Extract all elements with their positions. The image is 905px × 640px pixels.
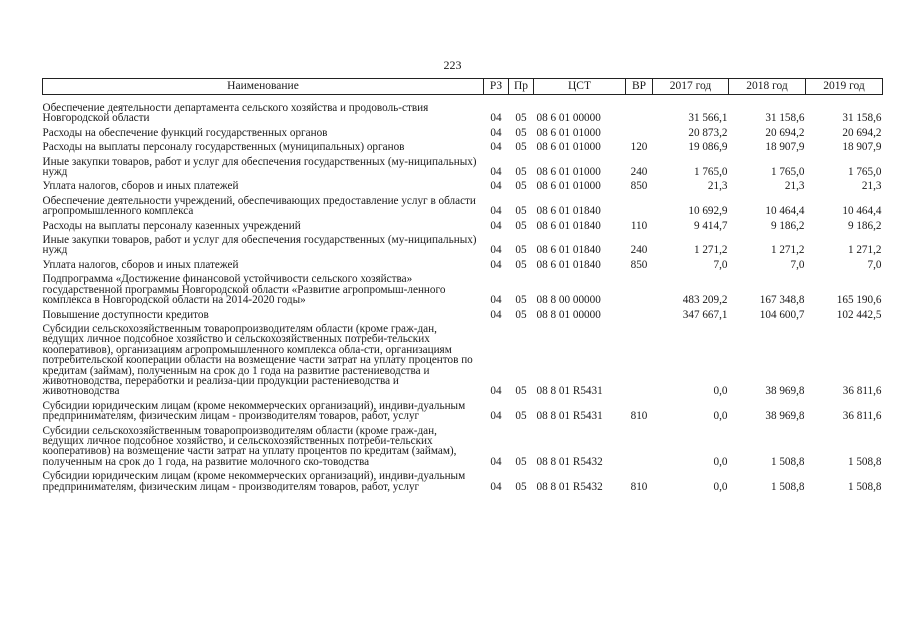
row-name: Расходы на обеспечение функций государственных органов <box>42 126 328 139</box>
row-2018: 1 508,8 <box>770 480 805 493</box>
table-row <box>43 398 883 423</box>
table-row <box>43 95 883 125</box>
row-2017: 10 692,9 <box>688 205 728 218</box>
row-name: Расходы на выплаты персоналу казенных учреждений <box>42 219 301 232</box>
row-name: Обеспечение деятельности департамента сельского хозяйства и продоволь-ствия Новгородской области <box>42 102 429 125</box>
row-name: Субсидии юридическим лицам (кроме некоммерческих организаций), индиви-дуальным предпринимателям, физическим лицам - производителям товаров, работ, услуг <box>42 470 466 493</box>
row-tsst: 08 6 01 01840 <box>536 219 601 232</box>
row-2019: 18 907,9 <box>842 141 882 154</box>
row-rz: 04 <box>490 126 502 139</box>
row-2017: 0,0 <box>713 410 728 423</box>
row-vr: 120 <box>630 141 648 154</box>
budget-table <box>42 78 883 493</box>
row-pr: 05 <box>515 294 527 307</box>
row-2019: 21,3 <box>861 180 882 193</box>
row-tsst: 08 6 01 01840 <box>536 244 601 257</box>
row-tsst: 08 6 01 01000 <box>536 141 601 154</box>
row-pr: 05 <box>515 126 527 139</box>
row-tsst: 08 6 01 01840 <box>536 205 601 218</box>
row-tsst: 08 8 01 R5431 <box>536 410 603 423</box>
row-rz: 04 <box>490 112 502 125</box>
row-2018: 38 969,8 <box>765 410 805 423</box>
row-rz: 04 <box>490 205 502 218</box>
row-tsst: 08 6 01 01000 <box>536 126 601 139</box>
row-vr: 240 <box>630 244 648 257</box>
header-2018: 2018 год <box>729 79 806 95</box>
row-2017: 9 414,7 <box>693 219 728 232</box>
row-vr <box>626 271 653 306</box>
row-pr: 05 <box>515 410 527 423</box>
row-tsst: 08 8 01 R5432 <box>536 480 603 493</box>
row-pr: 05 <box>515 480 527 493</box>
row-tsst: 08 8 01 00000 <box>536 308 601 321</box>
row-2018: 21,3 <box>784 180 805 193</box>
row-2019: 36 811,6 <box>842 410 882 423</box>
row-name: Уплата налогов, сборов и иных платежей <box>42 180 239 193</box>
row-2018: 38 969,8 <box>765 385 805 398</box>
row-pr: 05 <box>515 141 527 154</box>
row-vr: 850 <box>630 258 648 271</box>
row-vr: 810 <box>630 410 648 423</box>
row-2019: 102 442,5 <box>836 308 882 321</box>
row-2018: 1 271,2 <box>770 244 805 257</box>
row-2018: 1 765,0 <box>770 166 805 179</box>
row-rz: 04 <box>490 294 502 307</box>
row-name: Расходы на выплаты персоналу государственных (муниципальных) органов <box>42 141 405 154</box>
row-pr: 05 <box>515 205 527 218</box>
row-pr: 05 <box>515 112 527 125</box>
header-pr: Пр <box>509 79 534 95</box>
row-tsst: 08 8 01 R5431 <box>536 385 603 398</box>
row-2018: 7,0 <box>790 258 805 271</box>
row-vr <box>626 95 653 125</box>
row-tsst: 08 6 01 01840 <box>536 258 601 271</box>
row-rz: 04 <box>490 180 502 193</box>
table-row <box>43 154 883 179</box>
row-rz: 04 <box>490 219 502 232</box>
row-tsst: 08 6 01 01000 <box>536 166 601 179</box>
row-name: Субсидии юридическим лицам (кроме некоммерческих организаций), индиви-дуальным предпринимателям, физическим лицам - производителям товаров, работ, услуг <box>42 399 466 423</box>
row-2018: 9 186,2 <box>770 219 805 232</box>
row-2017: 0,0 <box>713 480 728 493</box>
row-pr: 05 <box>515 455 527 468</box>
table-row <box>43 321 883 398</box>
table-header <box>43 79 883 95</box>
row-2017: 7,0 <box>713 258 728 271</box>
table-row <box>43 193 883 218</box>
row-pr: 05 <box>515 258 527 271</box>
row-2019: 20 694,2 <box>842 126 882 139</box>
row-tsst: 08 8 01 R5432 <box>536 455 603 468</box>
row-2018: 167 348,8 <box>759 294 805 307</box>
row-rz: 04 <box>490 385 502 398</box>
header-rz: РЗ <box>484 79 509 95</box>
row-tsst: 08 8 00 00000 <box>536 294 601 307</box>
row-rz: 04 <box>490 308 502 321</box>
page-number: 223 <box>443 58 462 72</box>
row-2019: 165 190,6 <box>836 294 882 307</box>
row-pr: 05 <box>515 385 527 398</box>
row-2018: 1 508,8 <box>770 455 805 468</box>
row-pr: 05 <box>515 219 527 232</box>
row-name: Подпрограмма «Достижение финансовой устойчивости сельского хозяйства» государственной программы Новгородской области «Развитие агропромыш-ленного комплекса в Новгородской области на 2014-2020 годы» <box>42 273 446 307</box>
table-row <box>43 178 883 192</box>
row-name: Уплата налогов, сборов и иных платежей <box>42 258 239 271</box>
row-rz: 04 <box>490 166 502 179</box>
row-2019: 1 508,8 <box>847 455 882 468</box>
row-vr <box>626 423 653 469</box>
row-2019: 36 811,6 <box>842 385 882 398</box>
row-2017: 347 667,1 <box>682 308 728 321</box>
row-tsst: 08 6 01 01000 <box>536 180 601 193</box>
row-rz: 04 <box>490 455 502 468</box>
row-pr: 05 <box>515 244 527 257</box>
row-2018: 31 158,6 <box>765 112 805 125</box>
row-vr: 240 <box>630 166 648 179</box>
row-name: Повышение доступности кредитов <box>42 308 209 321</box>
row-vr: 110 <box>630 219 648 232</box>
row-name: Иные закупки товаров, работ и услуг для обеспечения государственных (му-ниципальных) нужд <box>42 234 477 257</box>
row-2017: 19 086,9 <box>688 141 728 154</box>
table-row <box>43 139 883 153</box>
row-2017: 483 209,2 <box>682 294 728 307</box>
row-name: Обеспечение деятельности учреждений, обеспечивающих предоставление услуг в области агропромышленного комплекса <box>42 194 476 218</box>
row-2017: 20 873,2 <box>688 126 728 139</box>
row-name: Субсидии сельскохозяйственным товаропроизводителям области (кроме граж-дан, ведущих личное подсобное хозяйство, и сельскохозяйственных потреби-тельских кооперативов) на возмещение части затрат на уплату процентов по кредитам (займам), полученным на срок до 1 года, на развитие молочного ско-товодства <box>42 424 457 468</box>
row-vr <box>626 125 653 139</box>
table-row <box>43 232 883 257</box>
row-rz: 04 <box>490 410 502 423</box>
table-row <box>43 423 883 469</box>
row-2019: 1 508,8 <box>847 480 882 493</box>
header-2017: 2017 год <box>653 79 729 95</box>
table-row <box>43 307 883 321</box>
row-vr: 810 <box>630 480 648 493</box>
row-vr: 850 <box>630 180 648 193</box>
row-2017: 31 566,1 <box>688 112 728 125</box>
row-vr <box>626 321 653 398</box>
row-pr: 05 <box>515 308 527 321</box>
row-name: Субсидии сельскохозяйственным товаропроизводителям области (кроме граж-дан, ведущих личное подсобное хозяйство и сельскохозяйственных потреби-тельских кооперативов), организациям агропромышленного комплекса обла-сти, организациям потребительской кооперации области на возмещение части затрат на уплату процентов по кредитам (займам), полученным на срок до 1 года на развитие растениеводства и животноводства, переработки и реализа-ции продукции растениеводства и животноводства <box>42 322 473 398</box>
table-row <box>43 257 883 271</box>
row-name: Иные закупки товаров, работ и услуг для обеспечения государственных (му-ниципальных) нужд <box>42 155 477 179</box>
row-2019: 7,0 <box>867 258 882 271</box>
row-2019: 9 186,2 <box>847 219 882 232</box>
row-2018: 104 600,7 <box>759 308 805 321</box>
row-rz: 04 <box>490 244 502 257</box>
row-2018: 18 907,9 <box>765 141 805 154</box>
header-2019: 2019 год <box>806 79 883 95</box>
header-tsst: ЦСТ <box>534 79 626 95</box>
row-2017: 21,3 <box>707 180 728 193</box>
table-row <box>43 218 883 232</box>
row-2019: 1 765,0 <box>847 166 882 179</box>
row-vr <box>626 193 653 218</box>
table-row <box>43 125 883 139</box>
row-rz: 04 <box>490 141 502 154</box>
row-2019: 10 464,4 <box>842 205 882 218</box>
table-row <box>43 468 883 493</box>
row-tsst: 08 6 01 00000 <box>536 112 601 125</box>
row-rz: 04 <box>490 480 502 493</box>
header-vr: ВР <box>626 79 653 95</box>
row-2018: 10 464,4 <box>765 205 805 218</box>
row-2017: 1 765,0 <box>693 166 728 179</box>
row-2019: 31 158,6 <box>842 112 882 125</box>
row-2019: 1 271,2 <box>847 244 882 257</box>
header-name: Наименование <box>43 79 484 95</box>
row-rz: 04 <box>490 258 502 271</box>
row-pr: 05 <box>515 180 527 193</box>
row-vr <box>626 307 653 321</box>
row-2018: 20 694,2 <box>765 126 805 139</box>
row-2017: 1 271,2 <box>693 244 728 257</box>
row-pr: 05 <box>515 166 527 179</box>
row-2017: 0,0 <box>713 455 728 468</box>
table-row <box>43 271 883 306</box>
row-2017: 0,0 <box>713 385 728 398</box>
